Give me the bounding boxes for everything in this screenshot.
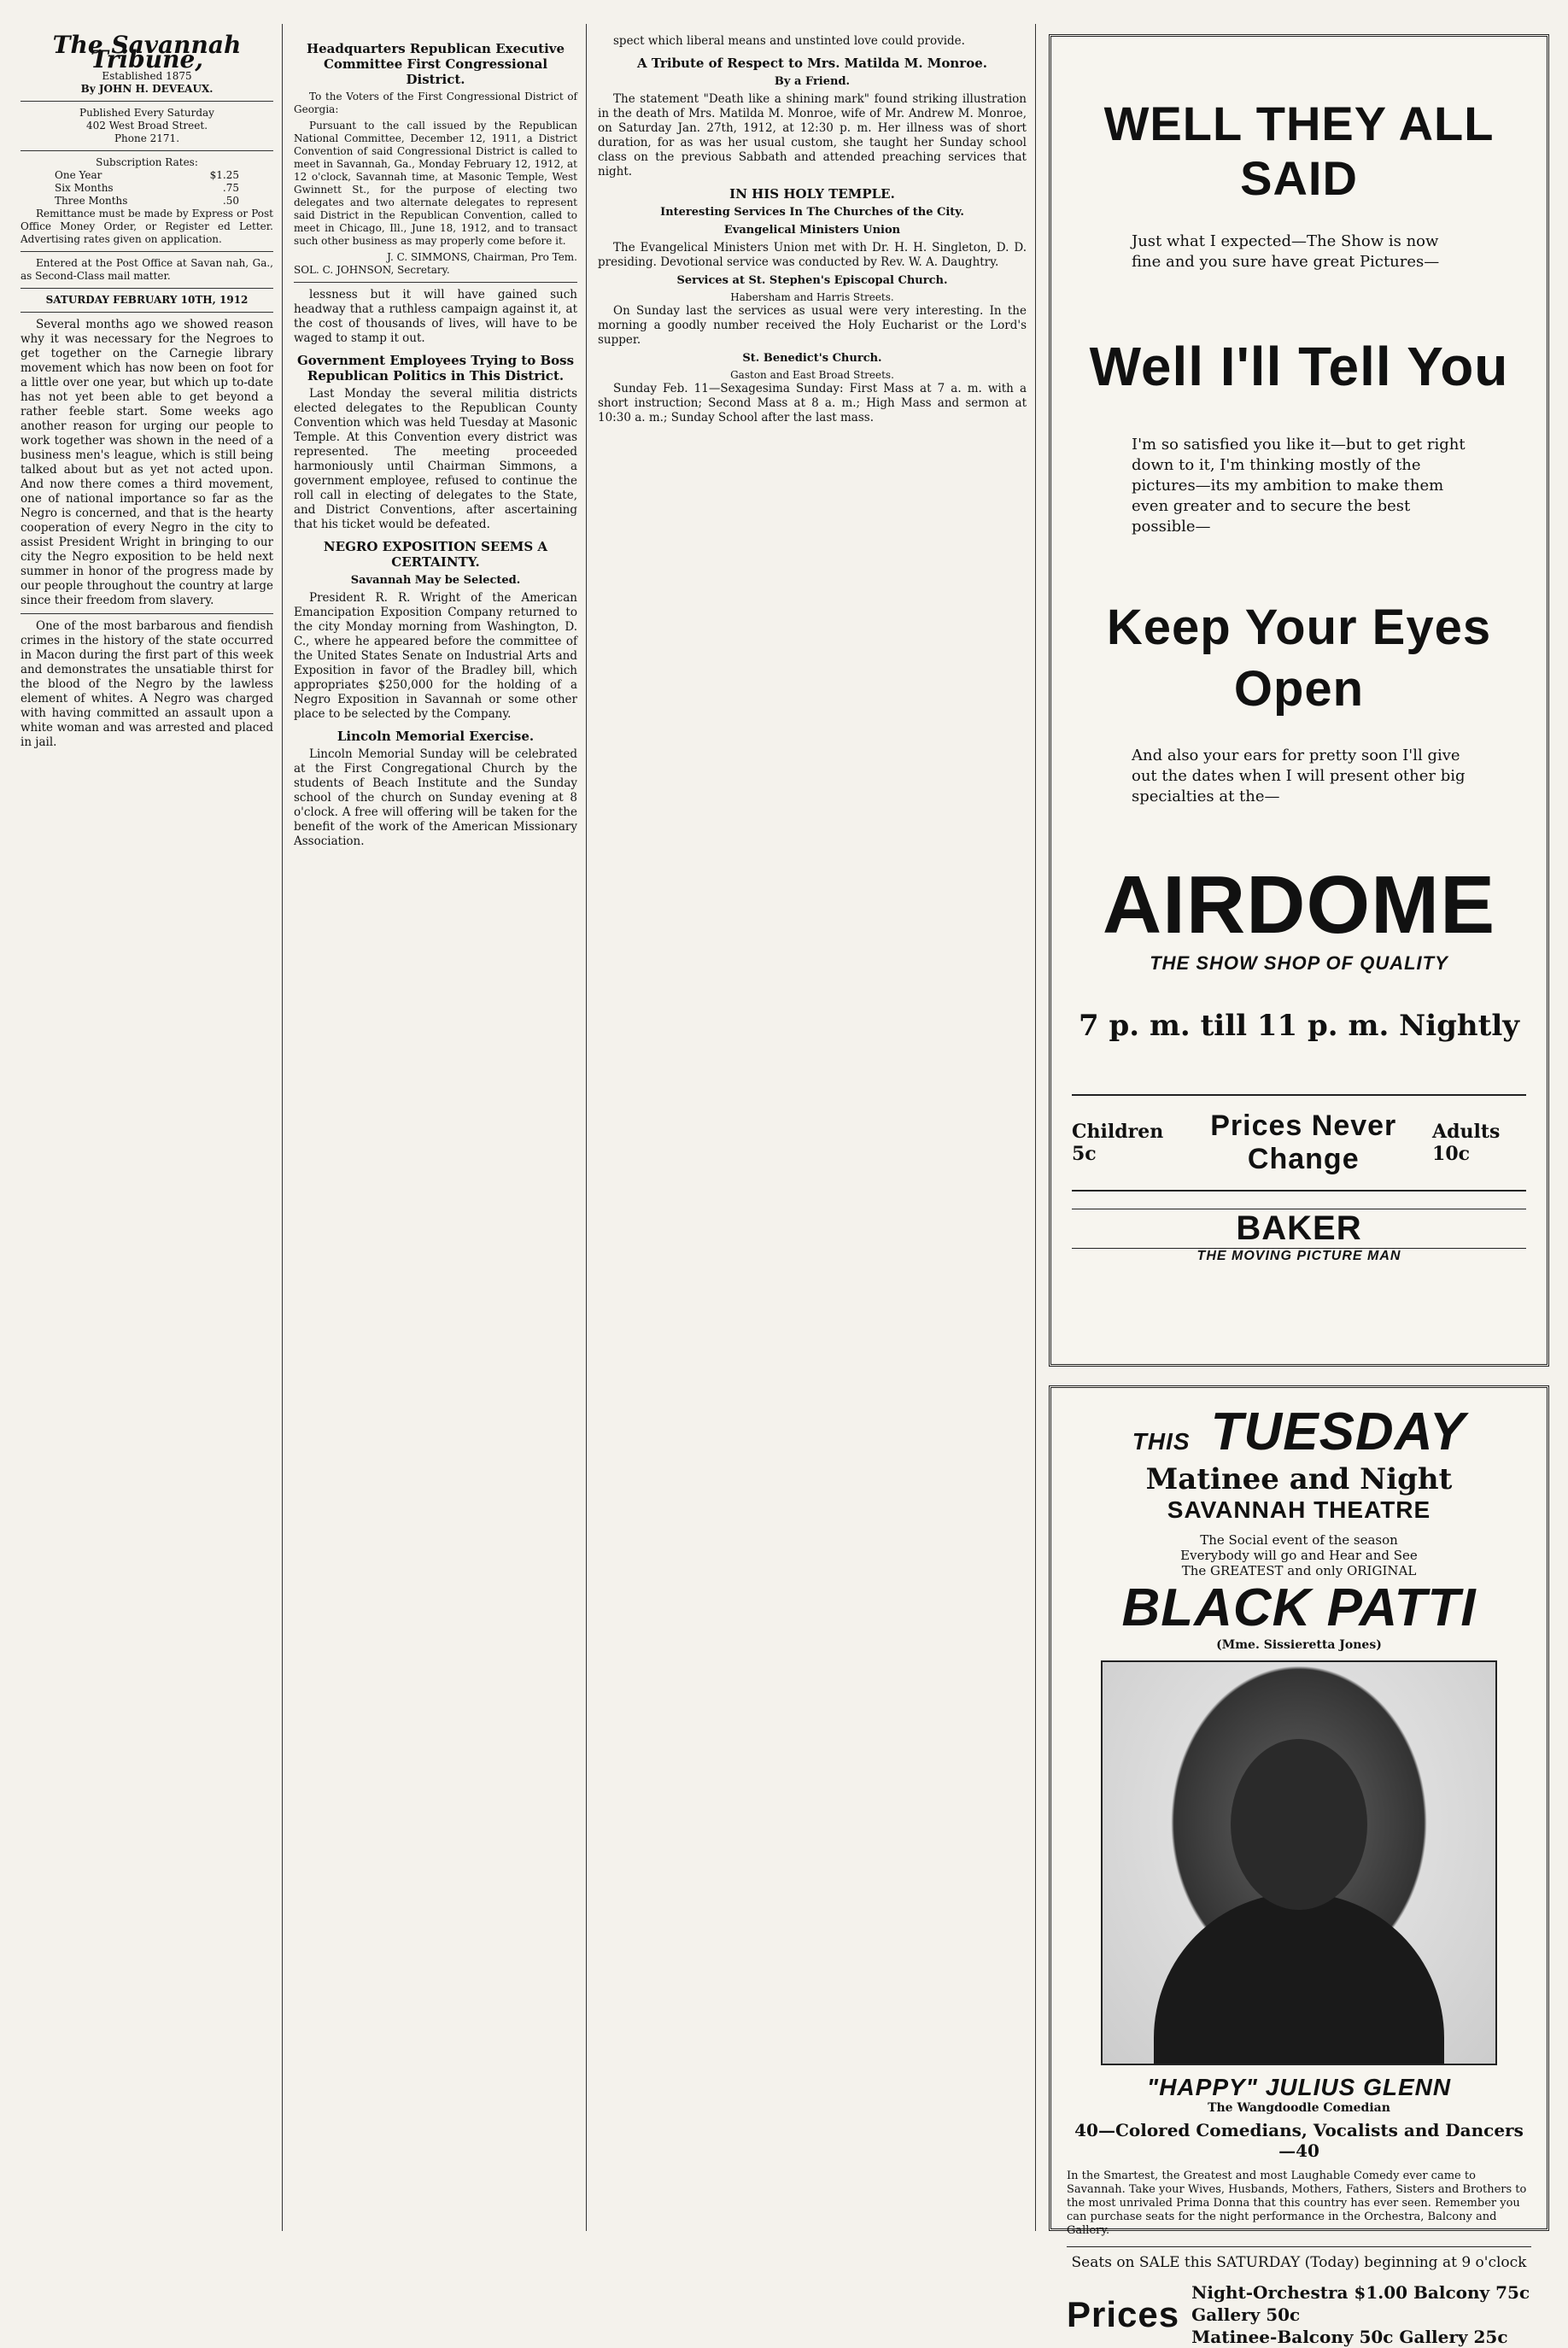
- masthead-title: The Savannah Tribune,: [52, 34, 242, 73]
- ad-blurb-3: The GREATEST and only ORIGINAL: [1181, 1563, 1417, 1578]
- night-prices: Night-Orchestra $1.00 Balcony 75c Gallery 50c: [1191, 2282, 1530, 2325]
- ticket-prices: [1067, 2281, 1531, 2348]
- evangelical-headline: Evangelical Ministers Union: [723, 224, 901, 237]
- portrait-image: [1101, 1660, 1497, 2065]
- airdome-advertisement: [1049, 34, 1549, 1367]
- remittance-note: Remittance must be made by Express or Post Office Money Order, or Register ed Letter. Advertising rates given on application.: [20, 208, 273, 245]
- ad-headline-2: Well I'll Tell You: [1089, 336, 1509, 397]
- ad-blurb-2: Everybody will go and Hear and See: [1180, 1548, 1418, 1563]
- rate-row: One Year $1.25: [55, 169, 239, 181]
- adults-price: Adults 10c: [1432, 1121, 1501, 1165]
- exposition-body: President R. R. Wright of the American Emancipation Exposition Company returned to the city Monday morning from Washington, D. C., where he appeared before the committee of the United States Senate on Industrial Arts and Exposition in favor of the Bradley bill, which appropriates $250,000 for the holding of a Negro Exposition in Savannah or some other place to be selected by the Company.: [294, 591, 577, 721]
- tribute-byline: By a Friend.: [774, 75, 851, 88]
- editorial-exposition: Several months ago we showed reason why it was necessary for the Negroes to get together on the Carnegie library movement which has now been on foot for a little over one year, but which up to-date has not yet been able to get beyond a rather feeble start. Some weeks ago another reason for urging our people to work together was shown in the need of a business men's league, which is still being talked about but as yet not acted upon. And now there comes a third movement, one of national importance so far as the Negro is concerned, and that is the hearty cooperation of every Negro in the city to assist President Wright in bringing to our city the Negro exposition to be held next summer in honor of the progress made by our people throughout the country at large since their freedom from slavery.: [20, 318, 273, 607]
- masthead-published: Published Every Saturday: [79, 107, 214, 119]
- exposition-subhead: Savannah May be Selected.: [350, 574, 521, 587]
- rates-table: [20, 169, 273, 208]
- notice-body: Pursuant to the call issued by the Republican National Committee, December 12, 1911, a District Convention of said Congressional District is called to meet in Savannah, Ga., Monday February 12, 1912, at 12 o'clock, Savannah time, at Masonic Temple, West Gwinnett St., for the purpose of electing two delegates and two alternate delegates to represent said District in the Republican Convention, called to meet in Chicago, Ill., June 18, 1912, and to transact such other business as may properly come before it.: [294, 120, 577, 247]
- notice-chairman: J. C. SIMMONS, Chairman, Pro Tem.: [387, 251, 577, 263]
- manager-name: BAKER: [1072, 1209, 1526, 1249]
- st-benedicts-address: Gaston and East Broad Streets.: [730, 369, 894, 381]
- prices-label: Prices: [1067, 2294, 1180, 2334]
- notice-intro: To the Voters of the First Congressional District of Georgia:: [294, 91, 577, 115]
- price-bar: [1072, 1094, 1526, 1192]
- tribute-body: The statement "Death like a shining mark" found striking illustration in the death of Mrs. Matilda M. Monroe, wife of Mr. Andrew M. Monroe, on Saturday Jan. 27th, 1912, at 12:30 p. m. Her illness was of short duration, for as was her usual custom, she taught her Sunday school class on the previous Sabbath and attended preaching services that night.: [598, 92, 1027, 179]
- black-patti-advertisement: [1049, 1385, 1549, 2347]
- prices-never-change: Prices Never Change: [1210, 1110, 1397, 1175]
- st-benedicts-body: Sunday Feb. 11—Sexagesima Sunday: First Mass at 7 a. m. with a short instruction; Second Mass at 8 a. m.; High Mass and sermon at 10:30 a. m.; Sunday School after the last mass.: [598, 382, 1027, 425]
- st-stephens-address: Habersham and Harris Streets.: [730, 291, 894, 303]
- article-continued: lessness but it will have gained such headway that a ruthless campaign against it, at the cost of thousands of lives, will have to be waged to stamp it out.: [294, 288, 577, 345]
- notice-secretary: SOL. C. JOHNSON, Secretary.: [294, 264, 450, 276]
- show-hours: 7 p. m. till 11 p. m. Nightly: [1079, 1009, 1519, 1043]
- entered-note: Entered at the Post Office at Savan nah, Ga., as Second-Class mail matter.: [20, 257, 273, 282]
- comedian-name: "HAPPY" JULIUS GLENN: [1146, 2074, 1452, 2100]
- column-1: [12, 34, 282, 2229]
- st-stephens-headline: Services at St. Stephen's Episcopal Church.: [676, 274, 948, 287]
- rate-row: Three Months .50: [55, 195, 239, 207]
- holy-temple-subhead: Interesting Services In The Churches of the City.: [660, 206, 964, 219]
- evangelical-body: The Evangelical Ministers Union met with Dr. H. H. Singleton, D. D. presiding. Devotional service was conducted by Rev. W. A. Daughtry.: [598, 241, 1027, 269]
- venue-tagline: THE SHOW SHOP OF QUALITY: [1150, 952, 1448, 974]
- issue-date: SATURDAY FEBRUARY 10TH, 1912: [45, 294, 249, 306]
- rate-row: Six Months .75: [55, 182, 239, 194]
- editorial-macon: One of the most barbarous and fiendish crimes in the history of the state occurred in Macon during the first part of this week and demonstrates the unsatiable thirst for the blood of the Negro by the lawless element of whites. A Negro was charged with having committed an assault upon a white woman and was arrested and placed in jail.: [20, 619, 273, 749]
- masthead-phone: Phone 2171.: [114, 132, 180, 144]
- venue-name: AIRDOME: [1102, 859, 1496, 951]
- st-benedicts-headline: St. Benedict's Church.: [742, 352, 882, 365]
- troupe-line: 40—Colored Comedians, Vocalists and Dancers—40: [1074, 2120, 1524, 2161]
- star-name: BLACK PATTI: [1121, 1578, 1477, 1637]
- government-employees-body: Last Monday the several militia districts elected delegates to the Republican County Convention which was held Tuesday at Masonic Temple. At this Convention every district was represented. The meeting proceeded harmoniously until Chairman Simmons, a government employee, refused to continue the roll call in electing of delegates to the State, and District Conventions, after ascertaining that his ticket would be defeated.: [294, 387, 577, 531]
- ad-blurb-1: The Social event of the season: [1200, 1532, 1398, 1548]
- column-3: [589, 34, 1035, 2229]
- seats-on-sale: Seats on SALE this SATURDAY (Today) beginning at 9 o'clock: [1067, 2246, 1531, 2271]
- comedian-subtitle: The Wangdoodle Comedian: [1208, 2101, 1390, 2115]
- column-rule: [586, 24, 587, 2231]
- government-employees-headline: Government Employees Trying to Boss Republican Politics in This District.: [296, 353, 575, 384]
- lincoln-body: Lincoln Memorial Sunday will be celebrated at the First Congregational Church by the students of Beach Institute and the Sunday school of the church on Sunday evening at 8 o'clock. A free will offering will be taken for the benefit of the work of the American Missionary Association.: [294, 747, 577, 848]
- ad-headline-3: Keep Your Eyes Open: [1106, 600, 1492, 717]
- tribute-headline: A Tribute of Respect to Mrs. Matilda M. Monroe.: [637, 56, 987, 71]
- price-lines: [1191, 2281, 1531, 2348]
- lincoln-headline: Lincoln Memorial Exercise.: [336, 729, 535, 744]
- show-times: Matinee and Night: [1145, 1462, 1453, 1496]
- article-continued: spect which liberal means and unstinted love could provide.: [613, 34, 965, 48]
- masthead-established: Established 1875: [102, 70, 192, 82]
- ad-this: THIS: [1132, 1428, 1191, 1455]
- rates-heading: Subscription Rates:: [96, 156, 198, 168]
- column-rule: [1035, 24, 1036, 2231]
- ad-headline: WELL THEY ALL SAID: [1103, 97, 1495, 205]
- column-2: [285, 34, 586, 2229]
- column-rule: [282, 24, 283, 2231]
- ad-line-3: And also your ears for pretty soon I'll give out the dates when I will present other big specialties at the—: [1132, 747, 1466, 805]
- matinee-prices: Matinee-Balcony 50c Gallery 25c: [1191, 2327, 1508, 2347]
- theatre-name: SAVANNAH THEATRE: [1167, 1496, 1431, 1523]
- ad-description: In the Smartest, the Greatest and most Laughable Comedy ever came to Savannah. Take your Wives, Husbands, Mothers, Fathers, Sisters and Brothers to the most unrivaled Prima Donna that this country has ever seen. Remember you can purchase seats for the night performance in the Orchestra, Balcony and Gallery.: [1067, 2169, 1527, 2237]
- notice-headline: Headquarters Republican Executive Committee First Congressional District.: [306, 41, 565, 87]
- children-price: Children 5c: [1072, 1121, 1164, 1165]
- st-stephens-body: On Sunday last the services as usual were very interesting. In the morning a goodly number received the Holy Eucharist or the Lord's supper.: [598, 304, 1027, 347]
- masthead-address: 402 West Broad Street.: [85, 120, 208, 132]
- ad-line-2: I'm so satisfied you like it—but to get right down to it, I'm thinking mostly of the pictures—its my ambition to make them even greater and to secure the best possible—: [1132, 436, 1466, 536]
- holy-temple-headline: IN HIS HOLY TEMPLE.: [729, 186, 895, 202]
- exposition-headline: NEGRO EXPOSITION SEEMS A CERTAINTY.: [323, 539, 548, 570]
- star-real-name: (Mme. Sissieretta Jones): [1216, 1638, 1382, 1652]
- ad-line-1: Just what I expected—The Show is now fine and you sure have great Pictures—: [1132, 232, 1440, 271]
- ad-day: TUESDAY: [1210, 1402, 1466, 1461]
- masthead-editor: By JOHN H. DEVEAUX.: [80, 83, 214, 95]
- manager-subtitle: THE MOVING PICTURE MAN: [1196, 1249, 1401, 1263]
- ad-day-banner: [1067, 1402, 1531, 1462]
